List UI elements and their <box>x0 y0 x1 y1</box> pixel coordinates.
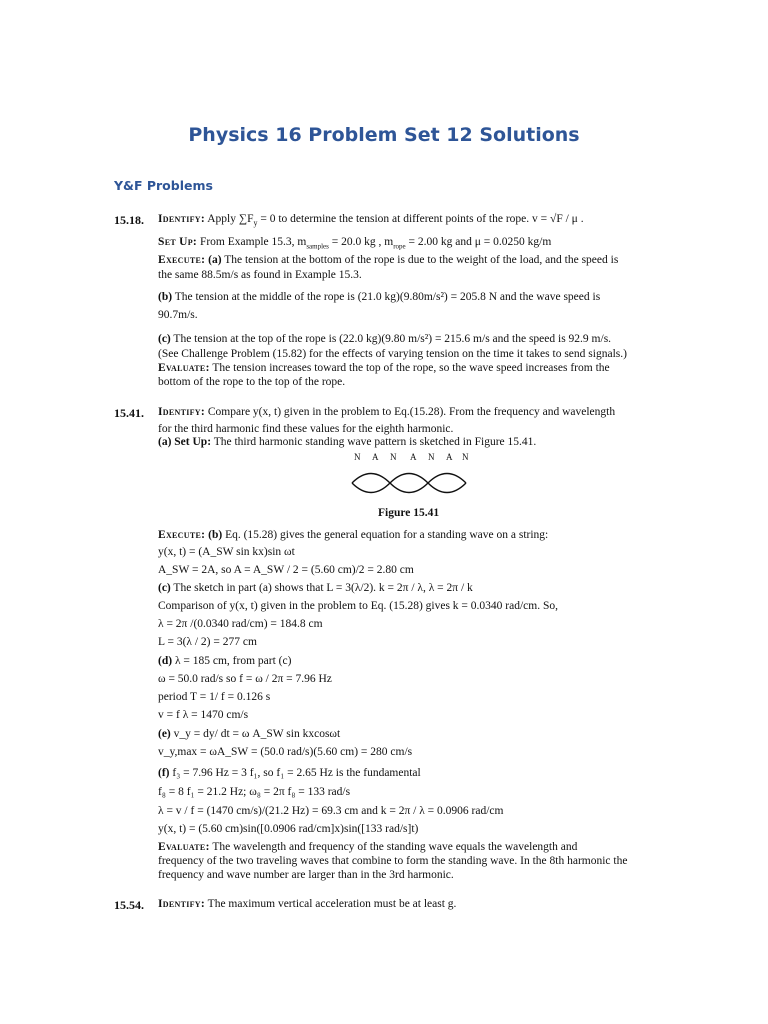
equation-line: L = 3(λ / 2) = 277 cm <box>158 636 257 648</box>
problem-line: the same 88.5m/s as found in Example 15.3. <box>158 269 362 281</box>
problem-line: (e) v_y = dy/ dt = ω A_SW sin kxcosωt <box>158 728 341 740</box>
problem-line: Identify: The maximum vertical acceleration must be at least g. <box>158 898 457 910</box>
page-title: Physics 16 Problem Set 12 Solutions <box>188 124 580 146</box>
node-label: A <box>410 452 417 462</box>
node-label: N <box>462 452 469 462</box>
problem-line: (f) f₃ = 7.96 Hz = 3 f₁, so f₁ = 2.65 Hz is the fundamental <box>158 767 421 779</box>
problem-line: (c) The sketch in part (a) shows that L = 3(λ/2). k = 2π / λ, λ = 2π / k <box>158 582 473 594</box>
node-label: A <box>446 452 453 462</box>
equation-line: v = f λ = 1470 cm/s <box>158 709 249 721</box>
equation-line: ω = 50.0 rad/s so f = ω / 2π = 7.96 Hz <box>158 673 332 685</box>
problem-number: 15.41. <box>114 406 144 420</box>
standing-wave-figure <box>350 462 468 504</box>
node-label: N <box>354 452 361 462</box>
problem-line: Evaluate: The wavelength and frequency of the standing wave equals the wavelength and <box>158 841 578 853</box>
problem-line: (a) Set Up: The third harmonic standing wave pattern is sketched in Figure 15.41. <box>158 436 537 448</box>
equation-line: λ = v / f = (1470 cm/s)/(21.2 Hz) = 69.3 cm and k = 2π / λ = 0.0906 rad/cm <box>158 805 504 817</box>
problem-line: 90.7m/s. <box>158 309 198 321</box>
node-label: A <box>372 452 379 462</box>
problem-line: (d) λ = 185 cm, from part (c) <box>158 655 292 667</box>
equation-line: period T = 1/ f = 0.126 s <box>158 691 271 703</box>
problem-line: Set Up: From Example 15.3, $m_{samples} = 20.0$ kg , $m_{rope} = 2.00$ kg and μ = 0.0250 kg/m <box>158 236 552 251</box>
problem-line: for the third harmonic find these values for the eighth harmonic. <box>158 423 454 435</box>
equation-line: y(x, t) = (5.60 cm)sin([0.0906 rad/cm]x)sin([133 rad/s]t) <box>158 823 419 835</box>
problem-line: (b) The tension at the middle of the rope is (21.0 kg)(9.80m/s²) = 205.8 N and the wave speed is <box>158 291 601 303</box>
problem-number: 15.18. <box>114 213 144 227</box>
problem-line: (See Challenge Problem (15.82) for the effects of varying tension on the time it takes to send signals.) <box>158 348 627 360</box>
problem-line: Evaluate: The tension increases toward the top of the rope, so the wave speed increases from the <box>158 362 610 374</box>
problem-line: Identify: Apply $\sum F_y = 0$ to determine the tension at different points of the rope. v = √F / μ . <box>158 213 584 228</box>
section-heading: Y&F Problems <box>114 178 213 193</box>
equation-line: f₈ = 8 f₁ = 21.2 Hz; ω₈ = 2π f₈ = 133 rad/s <box>158 786 351 798</box>
equation-line: A_SW = 2A, so A = A_SW / 2 = (5.60 cm)/2 = 2.80 cm <box>158 564 414 576</box>
problem-line: Execute: (b) Eq. (15.28) gives the general equation for a standing wave on a string: <box>158 529 549 541</box>
problem-line: Comparison of y(x, t) given in the problem to Eq. (15.28) gives k = 0.0340 rad/cm. So, <box>158 600 558 612</box>
equation-line: y(x, t) = (A_SW sin kx)sin ωt <box>158 546 295 558</box>
problem-number: 15.54. <box>114 898 144 912</box>
equation-line: v_y,max = ωA_SW = (50.0 rad/s)(5.60 cm) = 280 cm/s <box>158 746 413 758</box>
problem-line: frequency and wave number are larger than in the 3rd harmonic. <box>158 869 454 881</box>
problem-line: Execute: (a) The tension at the bottom of the rope is due to the weight of the load, and the speed is <box>158 254 619 266</box>
problem-line: Identify: Compare y(x, t) given in the problem to Eq.(15.28). From the frequency and wavelength <box>158 406 616 418</box>
node-label: N <box>428 452 435 462</box>
problem-line: frequency of the two traveling waves that combine to form the standing wave. In the 8th harmonic the <box>158 855 628 867</box>
node-label: N <box>390 452 397 462</box>
equation-line: λ = 2π /(0.0340 rad/cm) = 184.8 cm <box>158 618 323 630</box>
figure-caption: Figure 15.41 <box>378 507 440 519</box>
problem-line: (c) The tension at the top of the rope is (22.0 kg)(9.80 m/s²) = 215.6 m/s and the speed is 92.9 m/s. <box>158 333 612 345</box>
problem-line: bottom of the rope to the top of the rope. <box>158 376 346 388</box>
